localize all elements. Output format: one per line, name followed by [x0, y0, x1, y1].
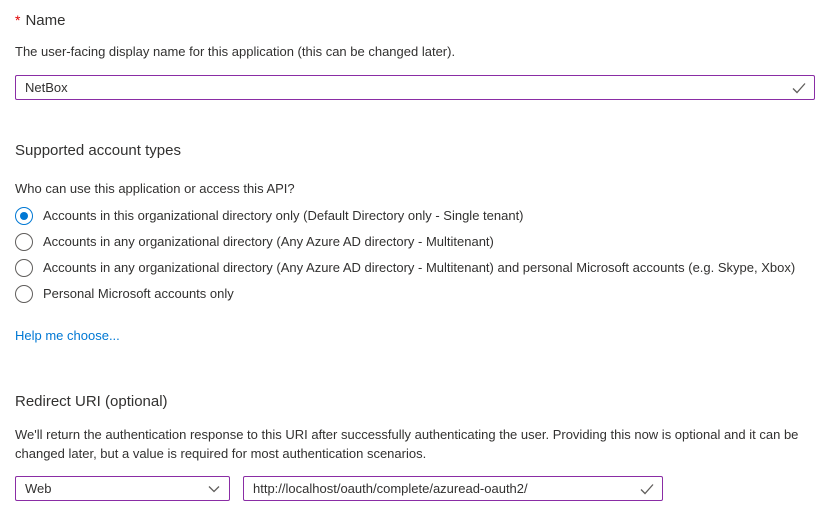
name-title-text: Name	[25, 12, 66, 29]
redirect-uri-input[interactable]	[243, 476, 663, 501]
redirect-uri-controls	[15, 476, 815, 501]
radio-option-single-tenant[interactable]	[15, 207, 815, 225]
account-types-title: Supported account types	[15, 142, 181, 159]
radio-unselected-icon	[15, 233, 33, 251]
radio-option-label: Personal Microsoft accounts only	[43, 286, 234, 301]
radio-unselected-icon	[15, 285, 33, 303]
name-input[interactable]	[15, 75, 815, 100]
radio-selected-icon	[15, 207, 33, 225]
radio-option-multitenant-personal[interactable]	[15, 259, 815, 277]
account-types-radio-group	[15, 207, 815, 303]
name-input-wrap	[15, 75, 815, 100]
platform-select[interactable]	[15, 476, 230, 501]
help-me-choose-link[interactable]: Help me choose...	[15, 328, 120, 343]
radio-option-multitenant[interactable]	[15, 233, 815, 251]
redirect-uri-title: Redirect URI (optional)	[15, 393, 168, 410]
redirect-uri-section	[15, 393, 815, 501]
name-section-title	[15, 12, 815, 29]
radio-option-label: Accounts in this organizational directory only (Default Directory only - Single tenant)	[43, 208, 524, 223]
required-asterisk: *	[15, 12, 21, 28]
radio-option-label: Accounts in any organizational directory (Any Azure AD directory - Multitenant) and personal Microsoft accounts (e.g. Skype, Xbox)	[43, 260, 796, 275]
platform-select-value: Web	[25, 481, 52, 496]
redirect-uri-description: We'll return the authentication response to this URI after successfully authenticating the user. Providing this now is optional and it can be changed later, but a value is required for most authentication scenarios.	[15, 427, 799, 461]
radio-unselected-icon	[15, 259, 33, 277]
redirect-uri-input-wrap	[243, 476, 663, 501]
radio-option-personal-only[interactable]	[15, 285, 815, 303]
radio-option-label: Accounts in any organizational directory (Any Azure AD directory - Multitenant)	[43, 234, 494, 249]
account-types-question: Who can use this application or access this API?	[15, 181, 295, 196]
supported-account-types-section	[15, 142, 815, 345]
chevron-down-icon	[208, 485, 220, 493]
name-description: The user-facing display name for this application (this can be changed later).	[15, 44, 456, 59]
